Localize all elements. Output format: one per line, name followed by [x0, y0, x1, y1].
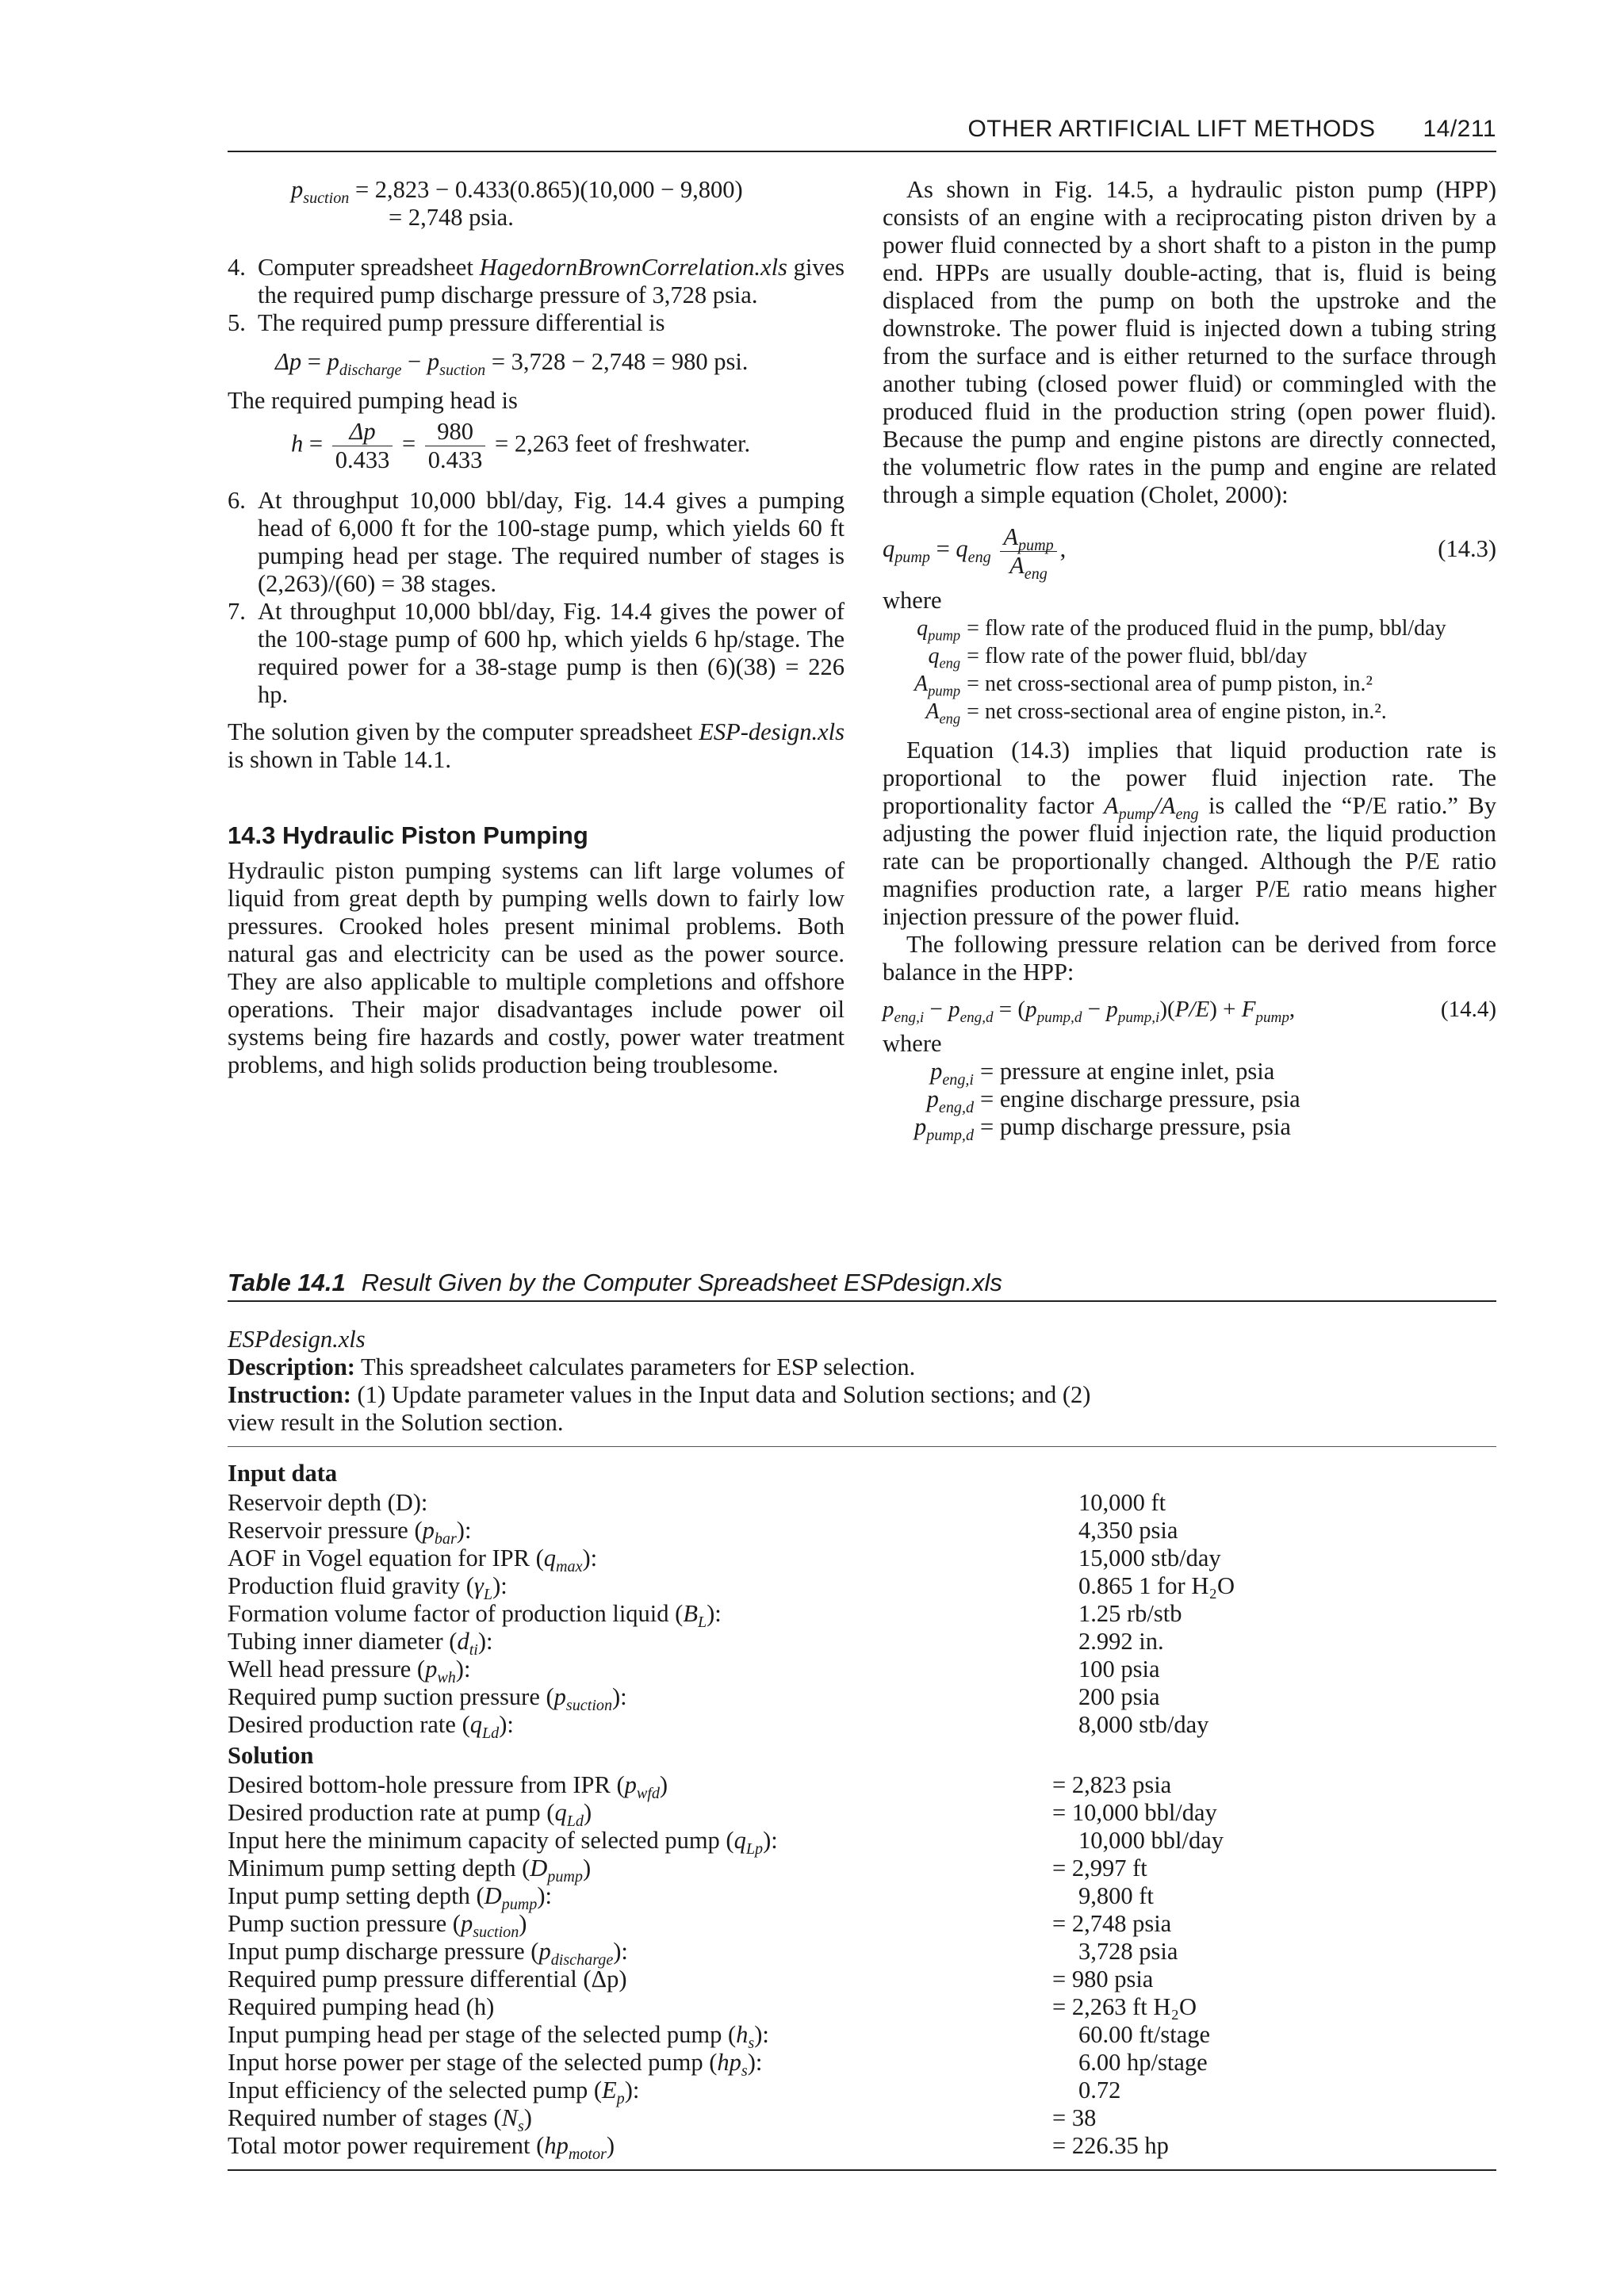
- table-row: [228, 1993, 1496, 2021]
- row-value: 6.00 hp/stage: [1078, 2049, 1208, 2076]
- definition-symbol: $q_{pump}$: [917, 616, 961, 644]
- row-value: 3,728 psia: [1078, 1938, 1178, 1965]
- list-text: At throughput 10,000 bbl/day, Fig. 14.4 gives a pumping head of 6,000 ft for the 100-stage pump, which yields 60 ft pumping head per stage. The required number of stages is (2,263)/(60) = 38 stages.: [258, 487, 845, 597]
- row-label: Input here the minimum capacity of selected pump $(q_{Lp})$:: [228, 1827, 778, 1859]
- definition-symbol: $p_{pump,d}$: [914, 1113, 975, 1145]
- row-label: Desired production rate at pump $(q_{Ld})$: [228, 1799, 592, 1831]
- definition-text: = pump discharge pressure, psia: [980, 1113, 1291, 1140]
- solution-heading: Solution: [228, 1742, 314, 1769]
- list-number: 7.: [228, 598, 246, 625]
- table-row: [228, 2049, 1496, 2081]
- table-row: [228, 1628, 1496, 1659]
- table-row: [228, 2077, 1496, 2108]
- list-item: [228, 309, 845, 337]
- list-number: 5.: [228, 309, 246, 336]
- row-value: = 980 psia: [1052, 1966, 1154, 1992]
- table-row: [228, 1489, 1496, 1517]
- table-row: [228, 1910, 1496, 1942]
- table-row: [228, 1683, 1496, 1715]
- definition-symbol: $p_{eng,i}$: [930, 1058, 975, 1089]
- row-value: 8,000 stb/day: [1078, 1711, 1209, 1738]
- definition-symbol: $q_{eng}$: [928, 644, 961, 672]
- row-label: Desired production rate $(q_{Ld})$:: [228, 1711, 514, 1743]
- definitions-list-1: [914, 614, 1496, 725]
- where-label-2: where: [883, 1030, 942, 1057]
- row-label: Minimum pump setting depth $(D_{pump})$: [228, 1855, 592, 1886]
- row-label: Input pumping head per stage of the selected pump $(h_s)$:: [228, 2021, 769, 2053]
- left-column: [228, 176, 845, 1079]
- row-label: Input horse power per stage of the selected pump $(hp_s)$:: [228, 2049, 763, 2081]
- table-file-name: ESPdesign.xls: [228, 1326, 366, 1353]
- list-item: [228, 254, 845, 309]
- row-label: Input pump setting depth $(D_{pump})$:: [228, 1882, 552, 1914]
- row-value: = 38: [1052, 2104, 1097, 2131]
- row-value: = 2,263 ft H₂O: [1052, 1993, 1197, 2020]
- table-row: [228, 1771, 1496, 1803]
- list-text: Computer spreadsheet: [258, 254, 480, 281]
- head-frac-1: $\frac{\Delta p}{0.433}$: [332, 418, 393, 474]
- definition-text: = flow rate of the produced fluid in the pump, bbl/day: [967, 616, 1446, 641]
- definition-text: = pressure at engine inlet, psia: [980, 1058, 1275, 1085]
- table-row: [228, 1966, 1496, 1993]
- eq-14-3-number: (14.3): [1438, 535, 1496, 562]
- row-label: Required pumping head (h): [228, 1993, 495, 2020]
- list-number: 4.: [228, 254, 246, 281]
- table-instruction: Instruction: (1) Update parameter values in the Input data and Solution sections; and (2) view result in the Solution section.: [228, 1381, 1091, 1436]
- list-item: [228, 487, 845, 598]
- row-value: 0.865 1 for H₂O: [1078, 1572, 1235, 1599]
- row-label: Tubing inner diameter $(d_{ti})$:: [228, 1628, 493, 1659]
- table-row: [228, 1656, 1496, 1687]
- row-label: Reservoir depth (D):: [228, 1489, 428, 1516]
- row-label: Input efficiency of the selected pump $(E_p)$:: [228, 2077, 640, 2108]
- head-intro: The required pumping head is: [228, 387, 518, 414]
- steps-list-b: [228, 487, 845, 709]
- solution-sentence: The solution given by the computer spreadsheet ESP-design.xls is shown in Table 14.1.: [228, 718, 845, 773]
- definition-text: = engine discharge pressure, psia: [980, 1085, 1300, 1112]
- input-data-rows: [228, 1489, 1496, 1743]
- row-value: 100 psia: [1078, 1656, 1160, 1682]
- row-label: AOF in Vogel equation for IPR $(q_{max})$:: [228, 1545, 598, 1576]
- running-header: [228, 111, 1496, 152]
- list-number: 6.: [228, 487, 246, 514]
- table-row: [228, 2021, 1496, 2053]
- list-text: gives the required pump discharge pressure of 3,728 psia.: [258, 254, 845, 308]
- table-row: [228, 2132, 1496, 2164]
- row-value: 60.00 ft/stage: [1078, 2021, 1211, 2048]
- row-label: Desired bottom-hole pressure from IPR $(p_{wfd})$: [228, 1771, 668, 1803]
- dp-eq-tail: = 3,728 − 2,748 = 980 psi.: [491, 348, 749, 375]
- hpp-intro-paragraph: As shown in Fig. 14.5, a hydraulic piston pump (HPP) consists of an engine with a reciprocating piston driven by a power fluid connected by a short shaft to a piston in the pump end. HPPs are usually double-acting, that is, fluid is being displaced from the pump on both the upstroke and the downstroke. The power fluid is injected down a tubing string from the surface and is either returned to the surface through another tubing (closed power fluid) or commingled with the produced fluid in the production string (open power fluid). Because the pump and engine pistons are directly connected, the volumetric flow rates in the pump and engine are related through a simple equation (Cholet, 2000):: [883, 176, 1496, 508]
- row-value: 4,350 psia: [1078, 1517, 1178, 1544]
- dp-equation: $\Delta p = p_{discharge} - p_{suction} = 3,728 - 2,748 = 980$ psi.: [275, 348, 749, 380]
- table-bottom-rule: [228, 2169, 1496, 2171]
- force-balance-paragraph: The following pressure relation can be derived from force balance in the HPP:: [883, 931, 1496, 986]
- row-label: Required number of stages $(N_s)$: [228, 2104, 532, 2136]
- steps-list-a: [228, 254, 845, 337]
- table-label: Table 14.1: [228, 1269, 346, 1296]
- eq-14-4-number: (14.4): [1440, 997, 1496, 1022]
- table-row: [228, 1517, 1496, 1548]
- table-row: [228, 1572, 1496, 1604]
- right-column: [883, 176, 1496, 1145]
- section-paragraph: Hydraulic piston pumping systems can lift large volumes of liquid from great depth by pumping wells down to fairly low pressures. Crooked holes present minimal problems. Both natural gas and electricity can be used as the power source. They are also applicable to multiple completions and offshore operations. Their major disadvantages include power oil systems being fire hazards and costly, power water treatment problems, and high solids production being troublesome.: [228, 857, 845, 1078]
- table-body: [228, 1326, 1496, 2171]
- table-row: [228, 1938, 1496, 1970]
- equation-14-4: $p_{eng,i} - p_{eng,d} = (p_{pump,d} - p_{pump,i})(P/E) + F_{pump}$, (14.4): [883, 997, 1496, 1026]
- definition-text: = net cross-sectional area of pump piston, in.²: [967, 672, 1373, 696]
- row-label: Pump suction pressure $(p_{suction})$: [228, 1910, 527, 1942]
- equation-14-3: $q_{pump} = q_{eng}$ $\frac{A_{pump}}{A_{eng}}$ , (14.3): [883, 517, 1496, 580]
- suction-eq-line1: = 2,823 − 0.433(0.865)(10,000 − 9,800): [354, 176, 743, 203]
- row-value: = 2,748 psia: [1052, 1910, 1172, 1937]
- page-number: 14/211: [1423, 116, 1496, 142]
- table-description: Description: This spreadsheet calculates parameters for ESP selection.: [228, 1353, 916, 1380]
- row-label: Required pump suction pressure $(p_{suction})$:: [228, 1683, 627, 1715]
- row-value: = 2,823 psia: [1052, 1771, 1172, 1798]
- running-title-block: [967, 116, 1496, 143]
- table-title: [228, 1269, 1496, 1302]
- definition-symbol: $A_{eng}$: [925, 699, 961, 727]
- pe-ratio-paragraph: Equation (14.3) implies that liquid production rate is proportional to the power fluid injection rate. The proportionality factor $A_{pump}/A_{eng}$ is called the “P/E ratio.” By adjusting the power fluid injection rate, the liquid production rate can be proportionally changed. Although the P/E ratio magnifies production rate, a larger P/E ratio means higher injection pressure of the power fluid.: [883, 737, 1496, 930]
- row-value: 1.25 rb/stb: [1078, 1600, 1182, 1627]
- row-label: Input pump discharge pressure $(p_{discharge})$:: [228, 1938, 628, 1970]
- row-value: 200 psia: [1078, 1683, 1160, 1710]
- row-value: 15,000 stb/day: [1078, 1545, 1221, 1571]
- table-row: [228, 1827, 1496, 1859]
- row-label: Total motor power requirement $(hp_{motor})$: [228, 2132, 615, 2164]
- row-label: Well head pressure $(p_{wh})$:: [228, 1656, 471, 1687]
- row-value: 10,000 bbl/day: [1078, 1827, 1224, 1854]
- suction-equation: [228, 176, 845, 208]
- definitions-list-2: [914, 1058, 1496, 1145]
- row-label: Formation volume factor of production liquid $(B_L)$:: [228, 1600, 722, 1632]
- running-title: OTHER ARTIFICIAL LIFT METHODS: [967, 116, 1376, 142]
- suction-equation-line2: = 2,748 psia.: [389, 204, 514, 231]
- row-value: 10,000 ft: [1078, 1489, 1166, 1516]
- head-equation: h = $\frac{\Delta p}{0.433}$ = $\frac{980}{0.433}$ = 2,263 feet of freshwater.: [291, 418, 751, 473]
- table-row: [228, 1855, 1496, 1886]
- head-frac-2: $\frac{980}{0.433}$: [425, 418, 486, 474]
- row-value: = 10,000 bbl/day: [1052, 1799, 1217, 1826]
- row-value: 9,800 ft: [1078, 1882, 1154, 1909]
- section-heading: 14.3 Hydraulic Piston Pumping: [228, 821, 588, 849]
- row-value: = 226.35 hp: [1052, 2132, 1169, 2159]
- table-separator: [228, 1446, 1496, 1447]
- row-label: Required pump pressure differential (Δp): [228, 1966, 627, 1992]
- suction-symbol: $p_{suction}$: [291, 176, 350, 208]
- row-label: Reservoir pressure $(p_{bar})$:: [228, 1517, 472, 1548]
- table-row: [228, 2104, 1496, 2136]
- list-text: The required pump pressure differential is: [258, 309, 665, 336]
- list-item: [228, 598, 845, 709]
- row-value: 2.992 in.: [1078, 1628, 1164, 1655]
- input-data-heading: Input data: [228, 1460, 338, 1487]
- table-row: [228, 1600, 1496, 1632]
- table-row: [228, 1545, 1496, 1576]
- list-text: At throughput 10,000 bbl/day, Fig. 14.4 gives the power of the 100-stage pump of 600 hp, which yields 6 hp/stage. The required power for a 38-stage pump is then (6)(38) = 226 hp.: [258, 598, 845, 708]
- table-row: [228, 1799, 1496, 1831]
- definition-text: = net cross-sectional area of engine piston, in.².: [967, 699, 1387, 724]
- definition-symbol: $p_{eng,d}$: [926, 1085, 975, 1117]
- definition-text: = flow rate of the power fluid, bbl/day: [967, 644, 1308, 668]
- definition-symbol: $A_{pump}$: [914, 672, 961, 699]
- row-label: Production fluid gravity $(\gamma_L)$:: [228, 1572, 508, 1604]
- table-caption: Result Given by the Computer Spreadsheet ESPdesign.xls: [361, 1269, 1002, 1296]
- row-value: = 2,997 ft: [1052, 1855, 1147, 1881]
- row-value: 0.72: [1078, 2077, 1121, 2104]
- list-text: HagedornBrownCorrelation.xls: [479, 254, 787, 281]
- solution-rows: [228, 1771, 1496, 2164]
- head-eq-tail: = 2,263 feet of freshwater.: [495, 430, 751, 457]
- table-row: [228, 1711, 1496, 1743]
- where-label-1: where: [883, 587, 942, 614]
- table-row: [228, 1882, 1496, 1914]
